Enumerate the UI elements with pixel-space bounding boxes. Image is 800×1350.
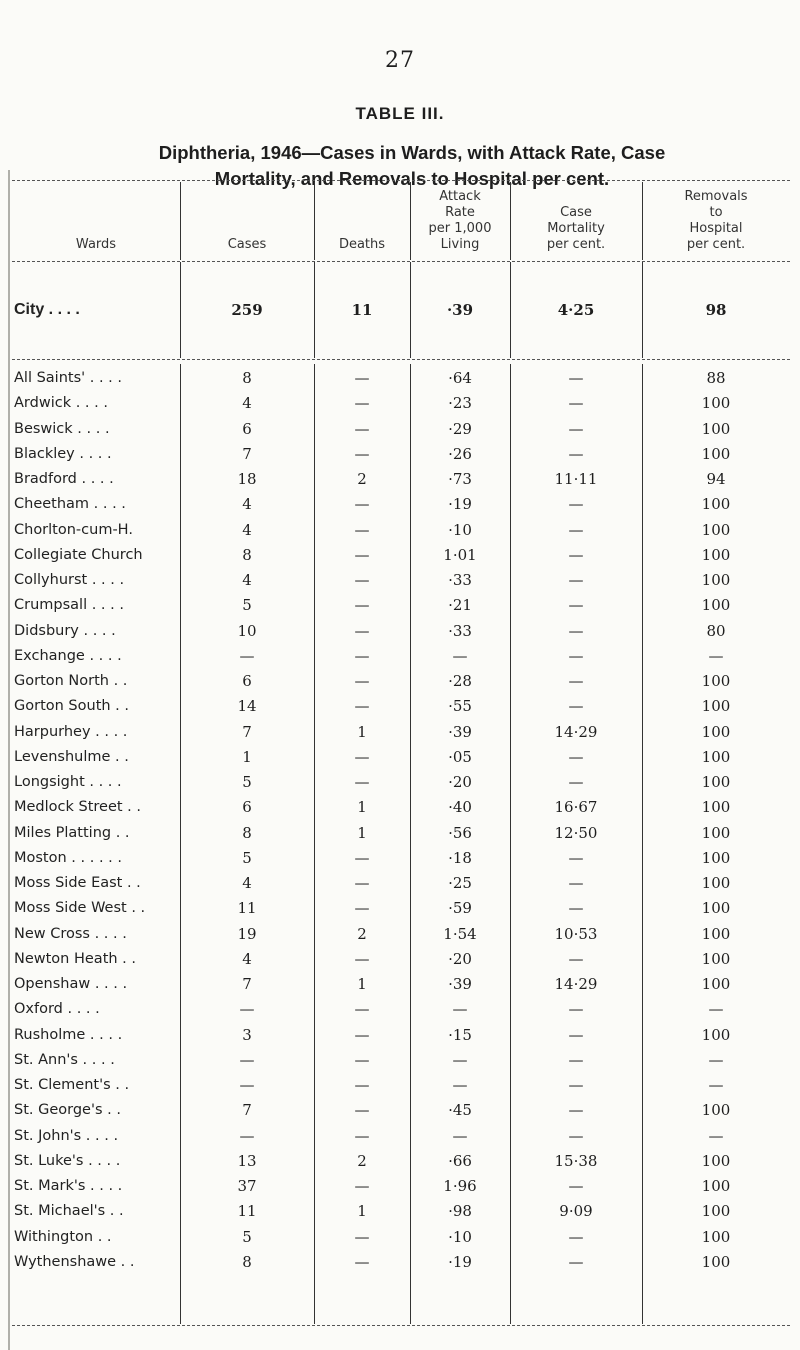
ward-row-deaths: — [354, 1000, 370, 1018]
ward-row-wards: St. Clement's . . [14, 1077, 130, 1093]
ward-row-wards: St. Ann's . . . . [14, 1052, 115, 1068]
ward-row-removals: 100 [701, 899, 731, 917]
ward-row-case-mortality: — [568, 672, 584, 690]
ward-row-case-mortality: — [568, 1253, 584, 1271]
ward-row-case-mortality: — [568, 369, 584, 387]
ward-row-cases: 11 [237, 899, 257, 917]
ward-row-deaths: — [354, 1051, 370, 1069]
ward-row-wards: Wythenshawe . . [14, 1254, 135, 1270]
ward-row-wards: Blackley . . . . [14, 446, 112, 462]
ward-row-cases: 8 [242, 546, 252, 564]
ward-row-cases: 4 [242, 521, 252, 539]
ward-row-attack-rate: ·25 [448, 874, 472, 892]
ward-row-case-mortality: 16·67 [554, 798, 598, 816]
ward-row-case-mortality: — [568, 1000, 584, 1018]
ward-row-wards: Medlock Street . . [14, 799, 142, 815]
table-subtitle [102, 140, 722, 192]
ward-row-removals: 100 [701, 1253, 731, 1271]
header-cases [180, 237, 314, 253]
ward-row-attack-rate: ·19 [448, 495, 472, 513]
ward-row-case-mortality: — [568, 1228, 584, 1246]
ward-row-wards: Moss Side West . . [14, 900, 146, 916]
header-line: Wards [75, 237, 117, 252]
ward-row-removals: — [708, 1076, 724, 1094]
ward-row-removals: 100 [701, 1026, 731, 1044]
ward-row-wards: Gorton North . . [14, 673, 128, 689]
ward-row-removals: — [708, 1051, 724, 1069]
ward-row-wards: Collegiate Church [14, 547, 143, 563]
table-title: TABLE III. [355, 104, 445, 123]
ward-row-cases: 4 [242, 874, 252, 892]
ward-row-case-mortality: — [568, 521, 584, 539]
ward-row-deaths: — [354, 899, 370, 917]
ward-row-wards: St. Mark's . . . . [14, 1178, 123, 1194]
ward-row-deaths: — [354, 622, 370, 640]
ward-row-wards: St. Michael's . . [14, 1203, 124, 1219]
ward-row-cases: 5 [242, 1228, 252, 1246]
ward-row-removals: — [708, 1127, 724, 1145]
ward-row-removals: 100 [701, 1228, 731, 1246]
ward-row-removals: 100 [701, 773, 731, 791]
ward-row-wards: New Cross . . . . [14, 926, 127, 942]
header-line: Rate [445, 205, 475, 220]
ward-row-removals: 100 [701, 1177, 731, 1195]
ward-row-cases: 8 [242, 1253, 252, 1271]
table-rule [12, 1325, 790, 1326]
header-line: Removals [684, 189, 748, 204]
ward-row-deaths: — [354, 849, 370, 867]
subtitle-line-1: Diphtheria, 1946—Cases in Wards, with Attack Rate, Case [158, 142, 666, 163]
ward-row-removals: 100 [701, 394, 731, 412]
ward-row-deaths: — [354, 1076, 370, 1094]
ward-row-wards: Newton Heath . . [14, 951, 137, 967]
ward-row-removals: 100 [701, 925, 731, 943]
ward-row-removals: 100 [701, 1202, 731, 1220]
ward-row-deaths: — [354, 369, 370, 387]
ward-row-attack-rate: ·33 [448, 622, 472, 640]
ward-row-deaths: — [354, 1127, 370, 1145]
ward-row-cases: 11 [237, 1202, 257, 1220]
ward-row-wards: Collyhurst . . . . [14, 572, 125, 588]
ward-row-case-mortality: — [568, 773, 584, 791]
ward-row-wards: Ardwick . . . . [14, 395, 108, 411]
header-line: Attack [439, 189, 481, 204]
ward-row-removals: 100 [701, 521, 731, 539]
ward-row-wards: Didsbury . . . . [14, 623, 116, 639]
ward-row-removals: — [708, 1000, 724, 1018]
ward-row-case-mortality: — [568, 874, 584, 892]
city-row-wards: City . . . . [14, 301, 80, 318]
ward-row-cases: 7 [242, 445, 252, 463]
ward-row-case-mortality: 14·29 [554, 723, 598, 741]
ward-row-attack-rate: ·29 [448, 420, 472, 438]
ward-row-removals: 100 [701, 798, 731, 816]
ward-row-case-mortality: — [568, 1101, 584, 1119]
ward-row-removals: 100 [701, 950, 731, 968]
ward-row-removals: 88 [706, 369, 726, 387]
ward-row-deaths: — [354, 495, 370, 513]
ward-row-wards: Crumpsall . . . . [14, 597, 124, 613]
ward-row-cases: — [239, 1076, 255, 1094]
ward-row-removals: 100 [701, 495, 731, 513]
ward-row-wards: Moss Side East . . [14, 875, 141, 891]
ward-row-attack-rate: ·45 [448, 1101, 472, 1119]
ward-row-deaths: — [354, 647, 370, 665]
ward-row-deaths: — [354, 1253, 370, 1271]
ward-row-cases: 6 [242, 798, 252, 816]
ward-row-cases: 37 [237, 1177, 257, 1195]
ward-row-deaths: 1 [357, 975, 367, 993]
ward-row-case-mortality: — [568, 622, 584, 640]
ward-row-cases: 7 [242, 1101, 252, 1119]
ward-row-case-mortality: 9·09 [559, 1202, 593, 1220]
ward-row-deaths: — [354, 420, 370, 438]
ward-row-cases: 7 [242, 723, 252, 741]
ward-row-attack-rate: ·20 [448, 773, 472, 791]
ward-row-wards: Beswick . . . . [14, 421, 110, 437]
ward-row-attack-rate: ·64 [448, 369, 472, 387]
city-row-removals: 98 [705, 301, 727, 319]
ward-row-cases: 5 [242, 596, 252, 614]
ward-row-attack-rate: 1·54 [443, 925, 477, 943]
ward-row-attack-rate: ·10 [448, 1228, 472, 1246]
ward-row-deaths: 1 [357, 824, 367, 842]
ward-row-case-mortality: — [568, 596, 584, 614]
header-line: Living [440, 237, 480, 252]
ward-row-removals: 100 [701, 672, 731, 690]
ward-row-cases: 4 [242, 950, 252, 968]
ward-row-attack-rate: 1·01 [443, 546, 477, 564]
ward-row-wards: Openshaw . . . . [14, 976, 128, 992]
ward-row-deaths: 2 [357, 1152, 367, 1170]
ward-row-removals: 94 [706, 470, 726, 488]
header-line: Deaths [338, 237, 386, 252]
ward-row-case-mortality: — [568, 1177, 584, 1195]
ward-row-deaths: 2 [357, 925, 367, 943]
ward-row-wards: Longsight . . . . [14, 774, 122, 790]
ward-row-attack-rate: ·26 [448, 445, 472, 463]
header-line: per 1,000 [428, 221, 492, 236]
ward-row-case-mortality: — [568, 420, 584, 438]
ward-row-attack-rate: ·10 [448, 521, 472, 539]
ward-row-case-mortality: — [568, 394, 584, 412]
ward-row-deaths: — [354, 773, 370, 791]
ward-row-case-mortality: — [568, 899, 584, 917]
page-edge-shadow [8, 170, 10, 1350]
ward-row-deaths: — [354, 445, 370, 463]
ward-row-removals: 100 [701, 546, 731, 564]
ward-row-cases: 8 [242, 369, 252, 387]
ward-row-cases: 6 [242, 672, 252, 690]
ward-row-cases: — [239, 1051, 255, 1069]
header-line: Cases [227, 237, 267, 252]
ward-row-attack-rate: ·59 [448, 899, 472, 917]
ward-row-cases: — [239, 1000, 255, 1018]
ward-row-deaths: — [354, 672, 370, 690]
ward-row-deaths: — [354, 571, 370, 589]
table-rule [12, 180, 790, 181]
ward-row-removals: 100 [701, 596, 731, 614]
ward-row-wards: Rusholme . . . . [14, 1027, 123, 1043]
ward-row-removals: 100 [701, 1152, 731, 1170]
ward-row-attack-rate: ·33 [448, 571, 472, 589]
ward-row-removals: 80 [706, 622, 726, 640]
header-attack-rate [410, 189, 510, 253]
ward-row-case-mortality: — [568, 571, 584, 589]
header-line: per cent. [686, 237, 746, 252]
ward-row-case-mortality: 10·53 [554, 925, 598, 943]
ward-row-attack-rate: ·05 [448, 748, 472, 766]
page-number: 27 [385, 48, 415, 73]
ward-row-attack-rate: ·15 [448, 1026, 472, 1044]
ward-row-wards: Chorlton-cum-H. [14, 522, 133, 538]
header-removals [642, 189, 790, 253]
ward-row-wards: Miles Platting . . [14, 825, 130, 841]
ward-row-removals: 100 [701, 975, 731, 993]
ward-row-cases: 14 [237, 697, 257, 715]
ward-row-removals: — [708, 647, 724, 665]
ward-row-case-mortality: 15·38 [554, 1152, 598, 1170]
ward-row-attack-rate: — [452, 1051, 468, 1069]
ward-row-case-mortality: — [568, 1051, 584, 1069]
ward-row-removals: 100 [701, 420, 731, 438]
ward-row-case-mortality: — [568, 647, 584, 665]
ward-row-case-mortality: 11·11 [554, 470, 598, 488]
header-line: per cent. [546, 237, 606, 252]
ward-row-case-mortality: 14·29 [554, 975, 598, 993]
ward-row-deaths: 1 [357, 1202, 367, 1220]
city-row-attack-rate: ·39 [446, 301, 474, 319]
ward-row-removals: 100 [701, 571, 731, 589]
ward-row-wards: Cheetham . . . . [14, 496, 126, 512]
ward-row-deaths: 2 [357, 470, 367, 488]
ward-row-removals: 100 [701, 723, 731, 741]
ward-row-case-mortality: — [568, 748, 584, 766]
header-line: Mortality [547, 221, 605, 236]
ward-row-removals: 100 [701, 748, 731, 766]
ward-row-deaths: — [354, 596, 370, 614]
ward-row-case-mortality: — [568, 546, 584, 564]
ward-row-case-mortality: — [568, 495, 584, 513]
ward-row-attack-rate: ·20 [448, 950, 472, 968]
ward-row-cases: 18 [237, 470, 257, 488]
ward-row-wards: Bradford . . . . [14, 471, 114, 487]
ward-row-deaths: — [354, 1026, 370, 1044]
ward-row-attack-rate: ·23 [448, 394, 472, 412]
ward-row-wards: Harpurhey . . . . [14, 724, 128, 740]
ward-row-removals: 100 [701, 874, 731, 892]
ward-row-cases: 4 [242, 571, 252, 589]
ward-row-attack-rate: ·21 [448, 596, 472, 614]
ward-row-attack-rate: ·40 [448, 798, 472, 816]
ward-row-case-mortality: — [568, 697, 584, 715]
subtitle-line-2: Mortality, and Removals to Hospital per cent. [214, 168, 610, 189]
ward-row-deaths: 1 [357, 798, 367, 816]
ward-row-deaths: — [354, 1101, 370, 1119]
ward-row-wards: All Saints' . . . . [14, 370, 122, 386]
ward-row-deaths: — [354, 394, 370, 412]
header-line: Hospital [689, 221, 743, 236]
ward-row-case-mortality: — [568, 1026, 584, 1044]
ward-row-attack-rate: ·39 [448, 975, 472, 993]
city-row-cases: 259 [231, 301, 263, 319]
ward-row-cases: — [239, 1127, 255, 1145]
ward-row-attack-rate: ·56 [448, 824, 472, 842]
header-line: to [709, 205, 723, 220]
ward-row-attack-rate: ·19 [448, 1253, 472, 1271]
city-row-case-mortality: 4·25 [557, 301, 595, 319]
ward-row-attack-rate: ·66 [448, 1152, 472, 1170]
ward-row-attack-rate: ·18 [448, 849, 472, 867]
table-rule [12, 261, 790, 262]
ward-row-attack-rate: ·98 [448, 1202, 472, 1220]
ward-row-removals: 100 [701, 824, 731, 842]
table-rule [12, 359, 790, 360]
ward-row-removals: 100 [701, 849, 731, 867]
header-deaths [314, 237, 410, 253]
ward-row-wards: St. John's . . . . [14, 1128, 119, 1144]
ward-row-cases: 4 [242, 394, 252, 412]
ward-row-cases: 7 [242, 975, 252, 993]
ward-row-wards: Moston . . . . . . [14, 850, 122, 866]
ward-row-attack-rate: — [452, 1076, 468, 1094]
ward-row-case-mortality: — [568, 445, 584, 463]
ward-row-attack-rate: — [452, 1127, 468, 1145]
ward-row-case-mortality: — [568, 849, 584, 867]
ward-row-wards: St. George's . . [14, 1102, 121, 1118]
ward-row-attack-rate: ·28 [448, 672, 472, 690]
ward-row-deaths: — [354, 697, 370, 715]
ward-row-cases: 13 [237, 1152, 257, 1170]
ward-row-cases: 19 [237, 925, 257, 943]
ward-row-wards: Oxford . . . . [14, 1001, 100, 1017]
city-row-deaths: 11 [351, 301, 373, 319]
ward-row-case-mortality: — [568, 1127, 584, 1145]
ward-row-wards: Levenshulme . . [14, 749, 129, 765]
ward-row-case-mortality: 12·50 [554, 824, 598, 842]
ward-row-cases: 5 [242, 773, 252, 791]
ward-row-wards: Exchange . . . . [14, 648, 122, 664]
ward-row-deaths: — [354, 1228, 370, 1246]
ward-row-removals: 100 [701, 1101, 731, 1119]
header-line: Case [560, 205, 592, 220]
ward-row-cases: 4 [242, 495, 252, 513]
header-wards [12, 237, 180, 253]
ward-row-case-mortality: — [568, 1076, 584, 1094]
ward-row-attack-rate: ·39 [448, 723, 472, 741]
ward-row-attack-rate: — [452, 647, 468, 665]
ward-row-cases: 3 [242, 1026, 252, 1044]
ward-row-removals: 100 [701, 445, 731, 463]
ward-row-deaths: — [354, 950, 370, 968]
ward-row-case-mortality: — [568, 950, 584, 968]
ward-row-cases: 1 [242, 748, 252, 766]
ward-row-cases: 10 [237, 622, 257, 640]
ward-row-deaths: — [354, 748, 370, 766]
ward-row-cases: 8 [242, 824, 252, 842]
ward-row-cases: 6 [242, 420, 252, 438]
ward-row-deaths: — [354, 874, 370, 892]
ward-row-attack-rate: ·55 [448, 697, 472, 715]
ward-row-wards: Gorton South . . [14, 698, 130, 714]
ward-row-cases: 5 [242, 849, 252, 867]
ward-row-removals: 100 [701, 697, 731, 715]
ward-row-deaths: — [354, 521, 370, 539]
ward-row-attack-rate: — [452, 1000, 468, 1018]
ward-row-wards: Withington . . [14, 1229, 112, 1245]
ward-row-attack-rate: 1·96 [443, 1177, 477, 1195]
header-case-mortality [510, 205, 642, 253]
ward-row-deaths: 1 [357, 723, 367, 741]
ward-row-deaths: — [354, 1177, 370, 1195]
ward-row-wards: St. Luke's . . . . [14, 1153, 121, 1169]
ward-row-attack-rate: ·73 [448, 470, 472, 488]
ward-row-cases: — [239, 647, 255, 665]
ward-row-deaths: — [354, 546, 370, 564]
